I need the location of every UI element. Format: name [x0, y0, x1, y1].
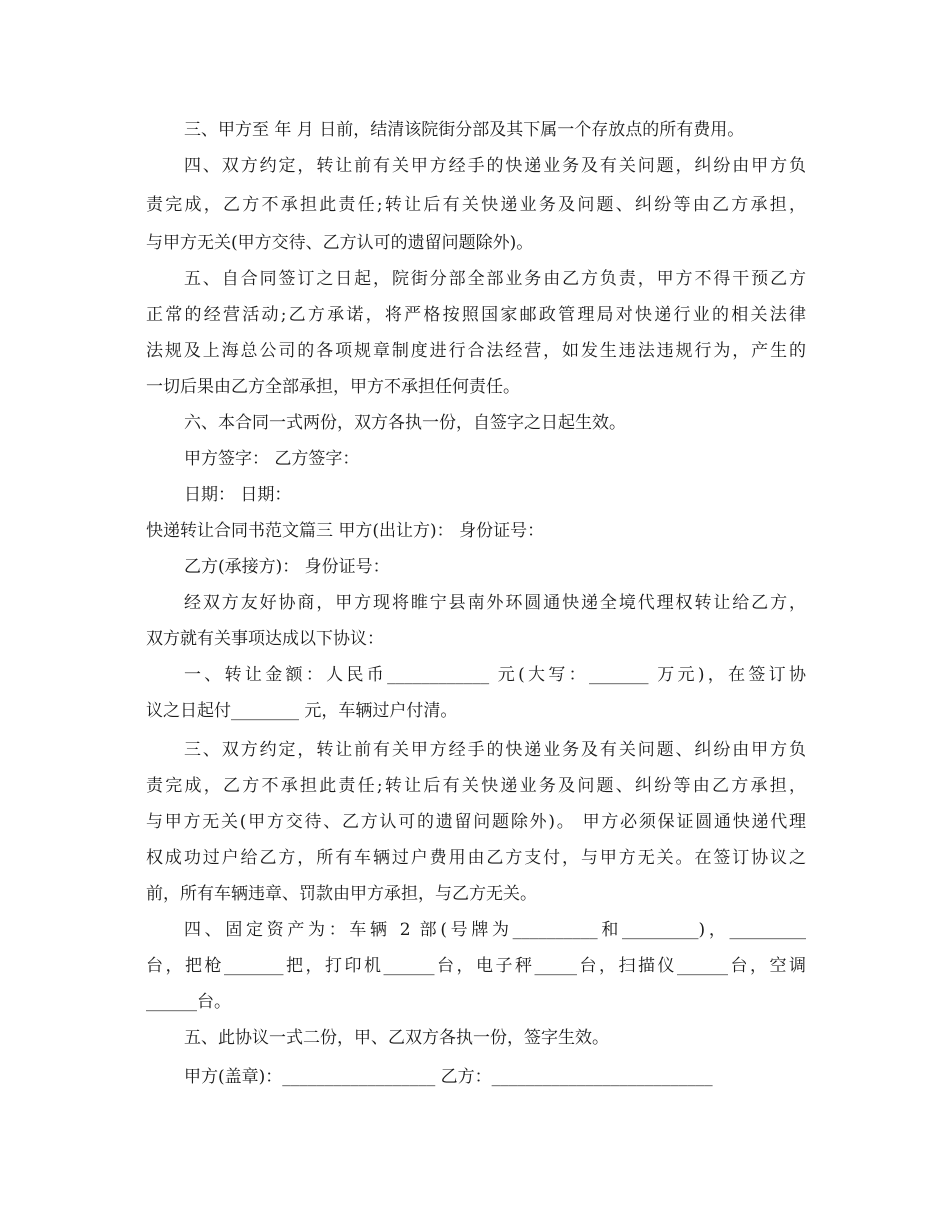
text-line-21: 权成功过户给乙方，所有车辆过户费用由乙方支付，与甲方无关。在签订协议之	[146, 848, 806, 868]
text-line-25: ______台。	[146, 992, 231, 1012]
text-line-3: 责完成，乙方不承担此责任;转让后有关快递业务及问题、纠纷等由乙方承担，	[146, 195, 806, 215]
text-line-4: 与甲方无关(甲方交待、乙方认可的遗留问题除外)。	[146, 233, 534, 253]
text-line-5: 五、自合同签订之日起，院街分部全部业务由乙方负责，甲方不得干预乙方	[184, 269, 806, 289]
text-line-2: 四、双方约定，转让前有关甲方经手的快递业务及有关问题，纠纷由甲方负	[184, 156, 806, 176]
text-line-15: 双方就有关事项达成以下协议：	[146, 629, 384, 649]
text-line-6: 正常的经营活动;乙方承诺，将严格按照国家邮政管理局对快递行业的相关法律	[146, 305, 806, 325]
text-line-8: 一切后果由乙方全部承担，甲方不承担任何责任。	[146, 377, 520, 397]
text-line-18: 三、双方约定，转让前有关甲方经手的快递业务及有关问题、纠纷由甲方负	[184, 740, 806, 760]
section-heading: 快递转让合同书范文篇三 甲方(出让方)： 身份证号：	[146, 521, 545, 541]
text-line-19: 责完成，乙方不承担此责任;转让后有关快递业务及问题、纠纷等由乙方承担，	[146, 776, 806, 796]
text-line-24: 台，把枪_______把，打印机______台，电子秤_____台，扫描仪______台，空调	[146, 956, 806, 976]
text-line-17: 议之日起付________ 元，车辆过户付清。	[146, 701, 458, 721]
text-line-16: 一、转让金额：人民币____________ 元(大写：_______ 万元)，在签订协	[184, 665, 806, 685]
text-line-22: 前，所有车辆违章、罚款由甲方承担，与乙方无关。	[146, 884, 537, 904]
text-line-1: 三、甲方至 年 月 日前，结清该院街分部及其下属一个存放点的所有费用。	[184, 120, 745, 140]
text-line-26: 五、此协议一式二份，甲、乙双方各执一份，签字生效。	[184, 1028, 609, 1048]
signature-line: 甲方签字： 乙方签字：	[184, 449, 360, 469]
text-line-23: 四、固定资产为：车辆 2 部(号牌为__________和_________)，_________	[184, 920, 806, 940]
date-line: 日期： 日期：	[184, 485, 292, 505]
text-line-13: 乙方(承接方)： 身份证号：	[184, 557, 390, 577]
text-line-20: 与甲方无关(甲方交待、乙方认可的遗留问题除外)。 甲方必须保证圆通快递代理	[146, 812, 806, 832]
seal-line: 甲方(盖章)：__________________ 乙方：__________________________	[184, 1067, 713, 1087]
text-line-14: 经双方友好协商，甲方现将睢宁县南外环圆通快递全境代理权转让给乙方，	[184, 593, 806, 613]
text-line-7: 法规及上海总公司的各项规章制度进行合法经营，如发生违法违规行为，产生的	[146, 341, 806, 361]
text-line-9: 六、本合同一式两份，双方各执一份，自签字之日起生效。	[184, 413, 626, 433]
